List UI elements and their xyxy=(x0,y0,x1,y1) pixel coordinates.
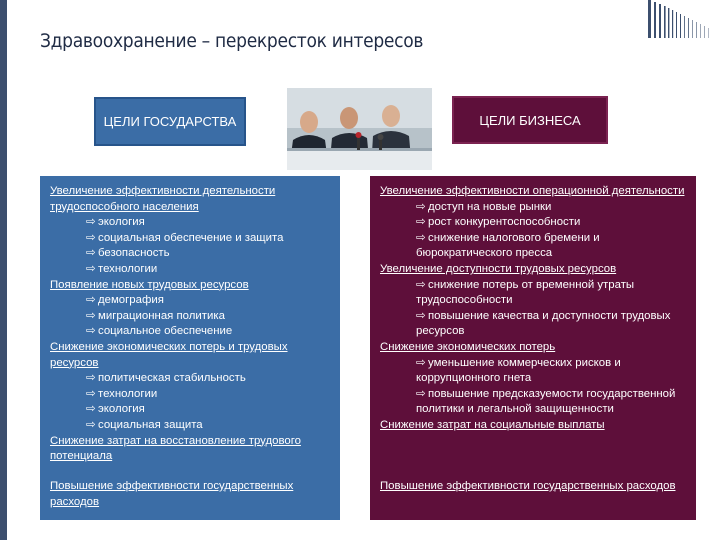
business-subitem xyxy=(380,387,690,418)
business-heading: Увеличение эффективности операционной деятельности xyxy=(380,185,685,197)
business-heading: Снижение затрат на социальные выплаты xyxy=(380,418,605,431)
arrow-icon: ⇨ xyxy=(86,309,96,322)
business-subitem-text: повышение предсказуемости государственной политики и легальной защищенности xyxy=(416,387,676,416)
state-subitem-text: социальная защита xyxy=(98,418,203,431)
arrow-icon: ⇨ xyxy=(86,372,96,385)
business-subitem-text: уменьшение коммерческих рисков и коррупционного гнета xyxy=(416,356,621,385)
state-goals-footer: Повышение эффективности государственных расходов xyxy=(50,480,294,508)
business-goals-box: ЦЕЛИ БИЗНЕСА xyxy=(452,96,608,144)
state-subitem xyxy=(50,324,334,340)
state-subitem-text: социальная обеспечение и защита xyxy=(98,231,284,244)
arrow-icon: ⇨ xyxy=(86,262,96,275)
arrow-icon: ⇨ xyxy=(416,356,426,369)
business-goals-footer: Повышение эффективности государственных расходов xyxy=(380,480,676,492)
business-heading: Снижение экономических потерь xyxy=(380,340,556,353)
state-subitem-text: технологии xyxy=(98,262,158,275)
arrow-icon: ⇨ xyxy=(86,325,96,338)
state-goals-list xyxy=(50,184,334,465)
business-goals-list xyxy=(380,184,690,434)
state-subitem-text: миграционная политика xyxy=(98,309,225,322)
business-subitem-text: доступ на новые рынки xyxy=(428,200,552,213)
state-subitem-text: безопасность xyxy=(98,247,170,260)
business-heading: Увеличение доступности трудовых ресурсов xyxy=(380,262,617,275)
state-heading: Увеличение эффективности деятельности трудоспособного населения xyxy=(50,185,276,213)
business-subitem-text: повышение качества и доступности трудовых ресурсов xyxy=(416,309,671,338)
state-subitem-text: экология xyxy=(98,216,145,229)
state-subitem xyxy=(50,387,334,403)
business-subitem xyxy=(380,200,690,216)
business-subitem xyxy=(380,215,690,231)
business-goals-panel xyxy=(370,176,696,520)
arrow-icon: ⇨ xyxy=(86,294,96,307)
state-subitem xyxy=(50,402,334,418)
arrow-icon: ⇨ xyxy=(416,231,426,244)
state-subitem-text: политическая стабильность xyxy=(98,372,246,385)
meeting-photo xyxy=(287,88,432,170)
business-subitem-text: рост конкурентоспособности xyxy=(428,216,581,229)
arrow-icon: ⇨ xyxy=(416,278,426,291)
state-subitem xyxy=(50,418,334,434)
state-subitem xyxy=(50,246,334,262)
arrow-icon: ⇨ xyxy=(416,387,426,400)
state-subitem-text: технологии xyxy=(98,387,158,400)
business-subitem xyxy=(380,309,690,340)
arrow-icon: ⇨ xyxy=(416,200,426,213)
left-accent-strip xyxy=(0,0,7,540)
state-subitem xyxy=(50,309,334,325)
state-heading: Снижение затрат на восстановление трудового потенциала xyxy=(50,434,301,463)
business-subitem xyxy=(380,231,690,262)
arrow-icon: ⇨ xyxy=(86,418,96,431)
state-goals-box: ЦЕЛИ ГОСУДАРСТВА xyxy=(94,97,246,146)
state-subitem xyxy=(50,262,334,278)
arrow-icon: ⇨ xyxy=(86,403,96,416)
arrow-icon: ⇨ xyxy=(86,247,96,260)
arrow-icon: ⇨ xyxy=(416,309,426,322)
state-heading: Снижение экономических потерь и трудовых ресурсов xyxy=(50,340,288,369)
arrow-icon: ⇨ xyxy=(86,216,96,229)
state-subitem xyxy=(50,231,334,247)
state-subitem-text: демография xyxy=(98,294,164,307)
state-heading: Появление новых трудовых ресурсов xyxy=(50,278,249,291)
arrow-icon: ⇨ xyxy=(416,216,426,229)
state-subitem-text: экология xyxy=(98,403,145,416)
state-goals-panel xyxy=(40,176,340,520)
arrow-icon: ⇨ xyxy=(86,231,96,244)
business-subitem xyxy=(380,278,690,309)
company-logo xyxy=(648,0,714,40)
state-subitem xyxy=(50,293,334,309)
arrow-icon: ⇨ xyxy=(86,387,96,400)
slide-title: Здравоохранение – перекресток интересов xyxy=(40,30,424,52)
business-subitem-text: снижение налогового бремени и бюрократического пресса xyxy=(416,231,600,260)
business-subitem-text: снижение потерь от временной утраты трудоспособности xyxy=(416,278,635,307)
state-subitem xyxy=(50,215,334,231)
state-subitem-text: социальное обеспечение xyxy=(98,325,233,338)
business-subitem xyxy=(380,356,690,387)
state-subitem xyxy=(50,371,334,387)
